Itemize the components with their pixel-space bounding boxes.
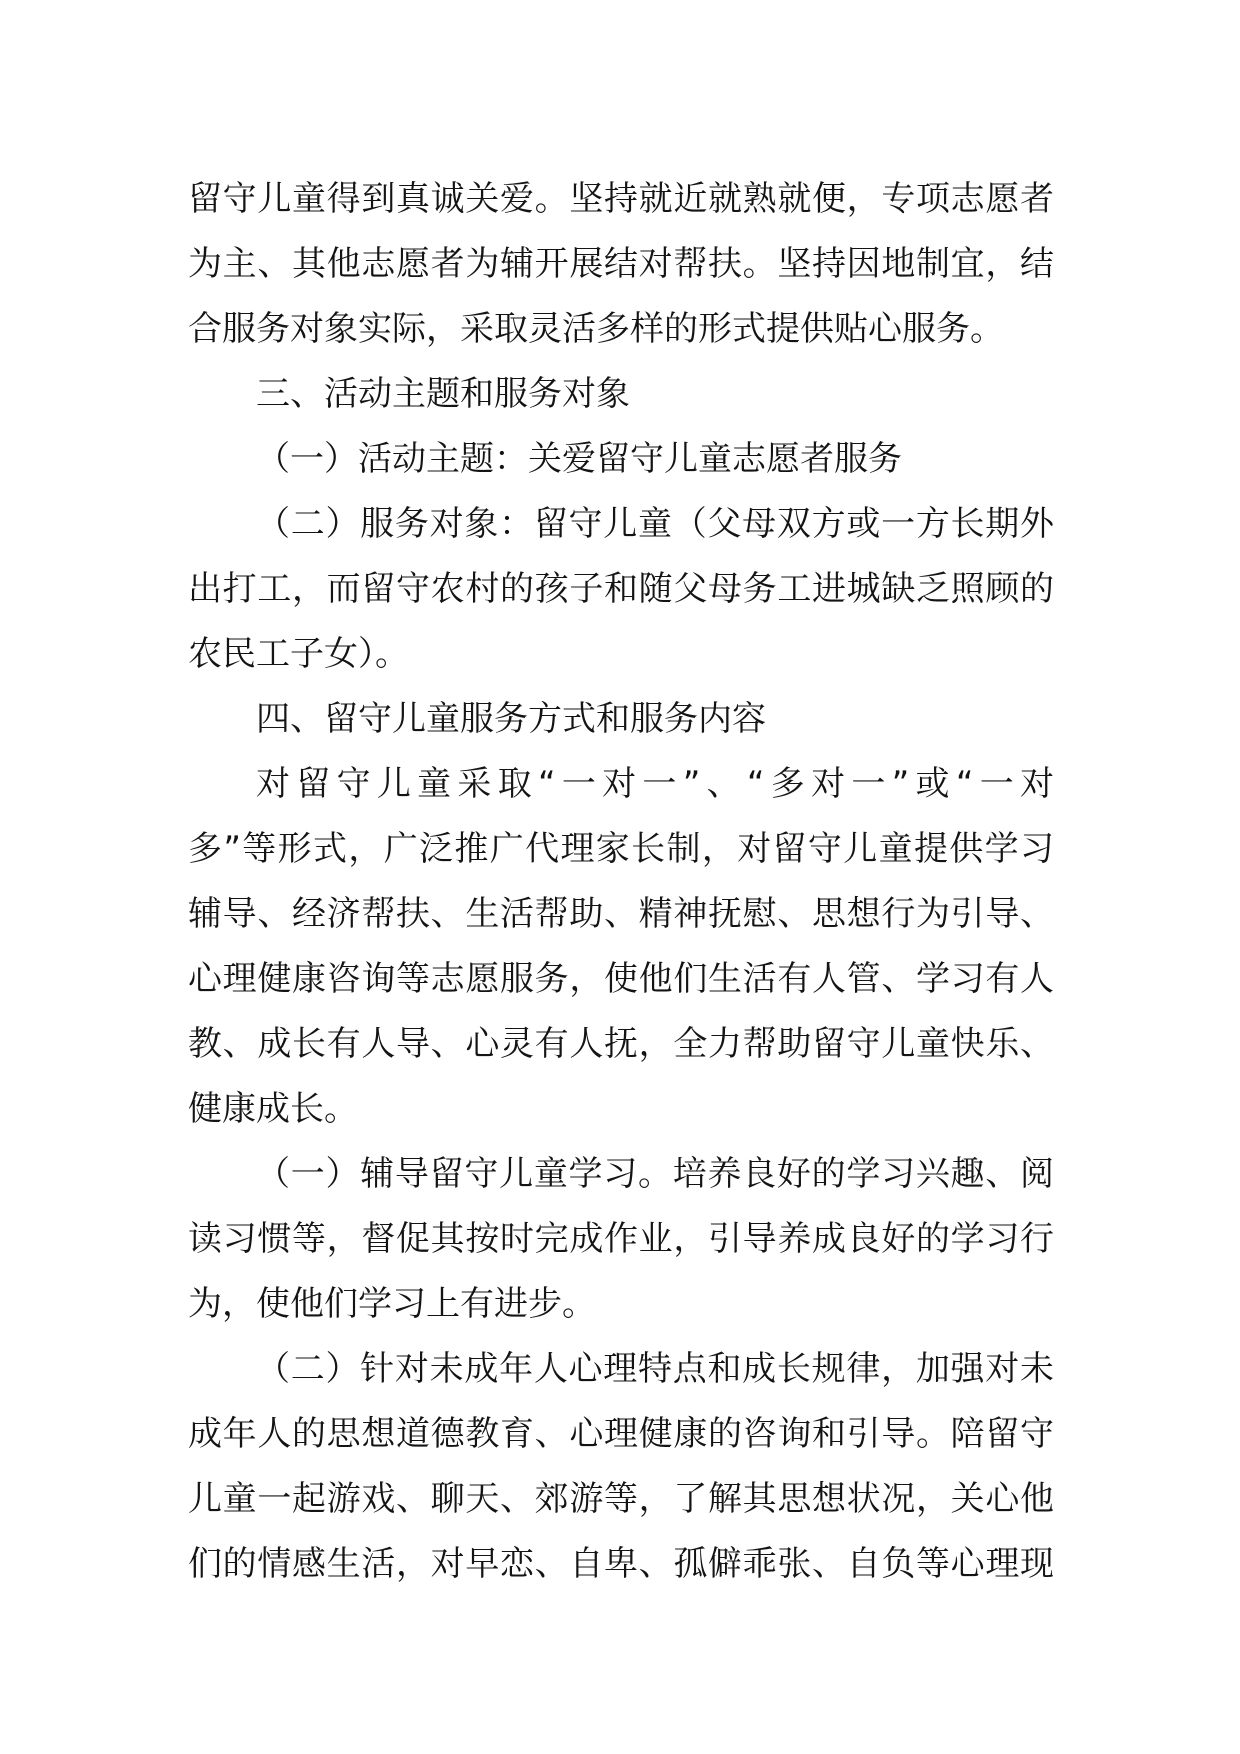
- text-line: 读习惯等，督促其按时完成作业，引导养成良好的学习行: [188, 1219, 1054, 1259]
- text-line: 多”等形式，广泛推广代理家长制，对留守儿童提供学习: [188, 829, 1054, 869]
- text-line: 合服务对象实际，采取灵活多样的形式提供贴心服务。: [188, 309, 1004, 349]
- text-line: 辅导、经济帮扶、生活帮助、精神抚慰、思想行为引导、: [188, 894, 1054, 934]
- text-line: 儿童一起游戏、聊天、郊游等，了解其思想状况，关心他: [188, 1479, 1054, 1519]
- text-line: 为，使他们学习上有进步。: [188, 1284, 596, 1324]
- text-line: 健康成长。: [188, 1089, 358, 1129]
- text-line: 出打工，而留守农村的孩子和随父母务工进城缺乏照顾的: [188, 569, 1054, 609]
- text-line: 为主、其他志愿者为辅开展结对帮扶。坚持因地制宜，结: [188, 244, 1054, 284]
- text-line: 教、成长有人导、心灵有人抚，全力帮助留守儿童快乐、: [188, 1024, 1054, 1064]
- text-line: 留守儿童得到真诚关爱。坚持就近就熟就便，专项志愿者: [188, 179, 1054, 219]
- section-heading: 三、活动主题和服务对象: [256, 374, 630, 414]
- document-body: [188, 167, 1054, 1597]
- text-line: 对留守儿童采取“一对一”、“多对一”或“一对: [256, 764, 1054, 804]
- text-line: 心理健康咨询等志愿服务，使他们生活有人管、学习有人: [188, 959, 1054, 999]
- subsection-heading: （一）活动主题：关爱留守儿童志愿者服务: [256, 439, 902, 479]
- text-line: （一）辅导留守儿童学习。培养良好的学习兴趣、阅: [256, 1154, 1054, 1194]
- text-line: （二）服务对象：留守儿童（父母双方或一方长期外: [256, 504, 1054, 544]
- text-line: 农民工子女）。: [188, 634, 409, 674]
- text-line: （二）针对未成年人心理特点和成长规律，加强对未: [256, 1349, 1054, 1389]
- text-line: 们的情感生活，对早恋、自卑、孤僻乖张、自负等心理现: [188, 1544, 1054, 1584]
- section-heading: 四、留守儿童服务方式和服务内容: [256, 699, 766, 739]
- text-line: 成年人的思想道德教育、心理健康的咨询和引导。陪留守: [188, 1414, 1054, 1454]
